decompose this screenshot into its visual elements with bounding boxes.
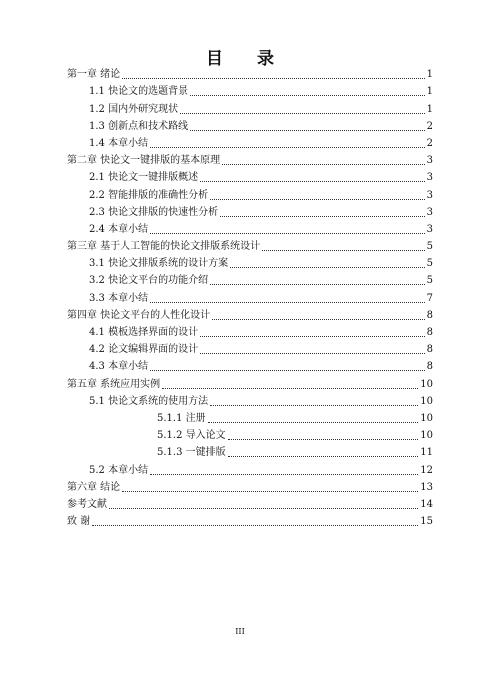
toc-entry-page: 3 bbox=[426, 206, 433, 218]
toc-entry-label: 5.2 本章小结 bbox=[89, 464, 149, 476]
toc-entry[interactable] bbox=[67, 253, 433, 270]
toc-entry-label: 5.1.1 注册 bbox=[157, 412, 206, 424]
toc-entry[interactable] bbox=[67, 98, 433, 115]
toc-entry[interactable] bbox=[67, 511, 433, 528]
toc-entry-page: 5 bbox=[426, 258, 433, 270]
toc-entry[interactable] bbox=[67, 133, 433, 150]
toc-entry-label: 第六章 结论 bbox=[67, 481, 121, 493]
toc-entry[interactable] bbox=[67, 270, 433, 287]
toc-entry-page: 10 bbox=[420, 378, 433, 390]
toc-entry-page: 2 bbox=[426, 137, 433, 149]
page-title: 目 录 bbox=[206, 49, 288, 69]
toc-entry[interactable] bbox=[67, 81, 433, 98]
toc-entry-label: 第四章 快论文平台的人性化设计 bbox=[67, 309, 211, 321]
dot-leader bbox=[190, 129, 425, 131]
dot-leader bbox=[208, 421, 419, 423]
toc-entry-page: 11 bbox=[420, 447, 433, 459]
toc-entry[interactable] bbox=[67, 167, 433, 184]
toc-entry-page: 15 bbox=[420, 516, 433, 528]
toc-entry-page: 2 bbox=[426, 120, 433, 132]
toc-entry-label: 第二章 快论文一键排版的基本原理 bbox=[67, 155, 221, 167]
toc-entry[interactable] bbox=[67, 305, 433, 322]
toc-entry-page: 8 bbox=[426, 361, 433, 373]
toc-entry-page: 1 bbox=[426, 69, 433, 81]
toc-entry-label: 致 谢 bbox=[67, 516, 91, 528]
toc-entry[interactable] bbox=[67, 116, 433, 133]
toc-entry-page: 13 bbox=[420, 481, 433, 493]
toc-entry[interactable] bbox=[67, 184, 433, 201]
toc-entry[interactable] bbox=[67, 442, 433, 459]
toc-entry-page: 10 bbox=[420, 430, 433, 442]
toc-entry-page: 12 bbox=[420, 464, 433, 476]
toc-entry-label: 3.1 快论文排版系统的设计方案 bbox=[89, 258, 229, 270]
dot-leader bbox=[228, 455, 419, 457]
dot-leader bbox=[150, 232, 425, 234]
toc-entry[interactable] bbox=[67, 64, 433, 81]
toc-entry-page: 1 bbox=[426, 86, 433, 98]
toc-entry[interactable] bbox=[67, 391, 433, 408]
dot-leader bbox=[92, 524, 418, 526]
dot-leader bbox=[109, 507, 418, 509]
dot-leader bbox=[210, 283, 425, 285]
dot-leader bbox=[150, 473, 418, 475]
toc-entry[interactable] bbox=[67, 219, 433, 236]
table-of-contents bbox=[67, 64, 433, 528]
toc-entry-page: 7 bbox=[426, 292, 433, 304]
toc-entry-page: 8 bbox=[426, 344, 433, 356]
toc-entry-page: 10 bbox=[420, 412, 433, 424]
dot-leader bbox=[210, 198, 425, 200]
toc-entry-label: 2.4 本章小结 bbox=[89, 223, 149, 235]
toc-entry[interactable] bbox=[67, 236, 433, 253]
toc-entry-page: 3 bbox=[426, 155, 433, 167]
toc-entry-label: 1.4 本章小结 bbox=[89, 137, 149, 149]
toc-entry-label: 1.1 快论文的选题背景 bbox=[89, 86, 189, 98]
toc-entry-label: 5.1.3 一键排版 bbox=[157, 447, 226, 459]
toc-entry-page: 3 bbox=[426, 172, 433, 184]
page-number: III bbox=[235, 627, 245, 636]
dot-leader bbox=[210, 404, 418, 406]
dot-leader bbox=[122, 77, 424, 79]
dot-leader bbox=[162, 387, 418, 389]
dot-leader bbox=[180, 112, 425, 114]
toc-entry-label: 5.1 快论文系统的使用方法 bbox=[89, 395, 209, 407]
toc-entry[interactable] bbox=[67, 150, 433, 167]
dot-leader bbox=[122, 490, 418, 492]
toc-entry-label: 第一章 绪论 bbox=[67, 69, 121, 81]
dot-leader bbox=[222, 163, 424, 165]
toc-entry-label: 4.2 论文编辑界面的设计 bbox=[89, 344, 199, 356]
toc-entry[interactable] bbox=[67, 356, 433, 373]
toc-entry[interactable] bbox=[67, 322, 433, 339]
toc-entry-label: 1.2 国内外研究现状 bbox=[89, 103, 179, 115]
toc-entry-label: 参考文献 bbox=[67, 498, 107, 510]
dot-leader bbox=[150, 301, 425, 303]
dot-leader bbox=[190, 94, 425, 96]
dot-leader bbox=[262, 249, 424, 251]
dot-leader bbox=[200, 352, 425, 354]
dot-leader bbox=[212, 318, 424, 320]
toc-entry-page: 3 bbox=[426, 189, 433, 201]
dot-leader bbox=[150, 369, 425, 371]
toc-entry-page: 5 bbox=[426, 241, 433, 253]
dot-leader bbox=[200, 180, 425, 182]
toc-entry[interactable] bbox=[67, 477, 433, 494]
toc-entry[interactable] bbox=[67, 202, 433, 219]
toc-entry[interactable] bbox=[67, 459, 433, 476]
toc-entry-label: 5.1.2 导入论文 bbox=[157, 430, 226, 442]
toc-entry-page: 1 bbox=[426, 103, 433, 115]
toc-entry-page: 10 bbox=[420, 395, 433, 407]
dot-leader bbox=[150, 146, 425, 148]
dot-leader bbox=[228, 438, 419, 440]
toc-entry-label: 第五章 系统应用实例 bbox=[67, 378, 161, 390]
toc-entry-label: 2.1 快论文一键排版概述 bbox=[89, 172, 199, 184]
toc-entry[interactable] bbox=[67, 408, 433, 425]
dot-leader bbox=[230, 266, 425, 268]
dot-leader bbox=[220, 215, 425, 217]
toc-entry-label: 2.3 快论文排版的快速性分析 bbox=[89, 206, 219, 218]
toc-entry[interactable] bbox=[67, 494, 433, 511]
toc-entry-page: 8 bbox=[426, 309, 433, 321]
toc-entry-label: 3.2 快论文平台的功能介绍 bbox=[89, 275, 209, 287]
toc-entry-label: 1.3 创新点和技术路线 bbox=[89, 120, 189, 132]
toc-entry-label: 3.3 本章小结 bbox=[89, 292, 149, 304]
toc-entry-page: 5 bbox=[426, 275, 433, 287]
toc-entry-page: 3 bbox=[426, 223, 433, 235]
toc-entry-page: 8 bbox=[426, 327, 433, 338]
toc-entry-label: 第三章 基于人工智能的快论文排版系统设计 bbox=[67, 241, 261, 253]
toc-entry-label: 4.3 本章小结 bbox=[89, 361, 149, 373]
toc-entry[interactable] bbox=[67, 287, 433, 304]
dot-leader bbox=[200, 335, 425, 337]
toc-entry-page: 14 bbox=[420, 498, 433, 510]
toc-entry-label: 4.1 模板选择界面的设计 bbox=[89, 327, 199, 338]
toc-entry[interactable] bbox=[67, 425, 433, 442]
toc-entry-label: 2.2 智能排版的准确性分析 bbox=[89, 189, 209, 201]
toc-entry[interactable] bbox=[67, 339, 433, 356]
toc-entry[interactable] bbox=[67, 373, 433, 390]
